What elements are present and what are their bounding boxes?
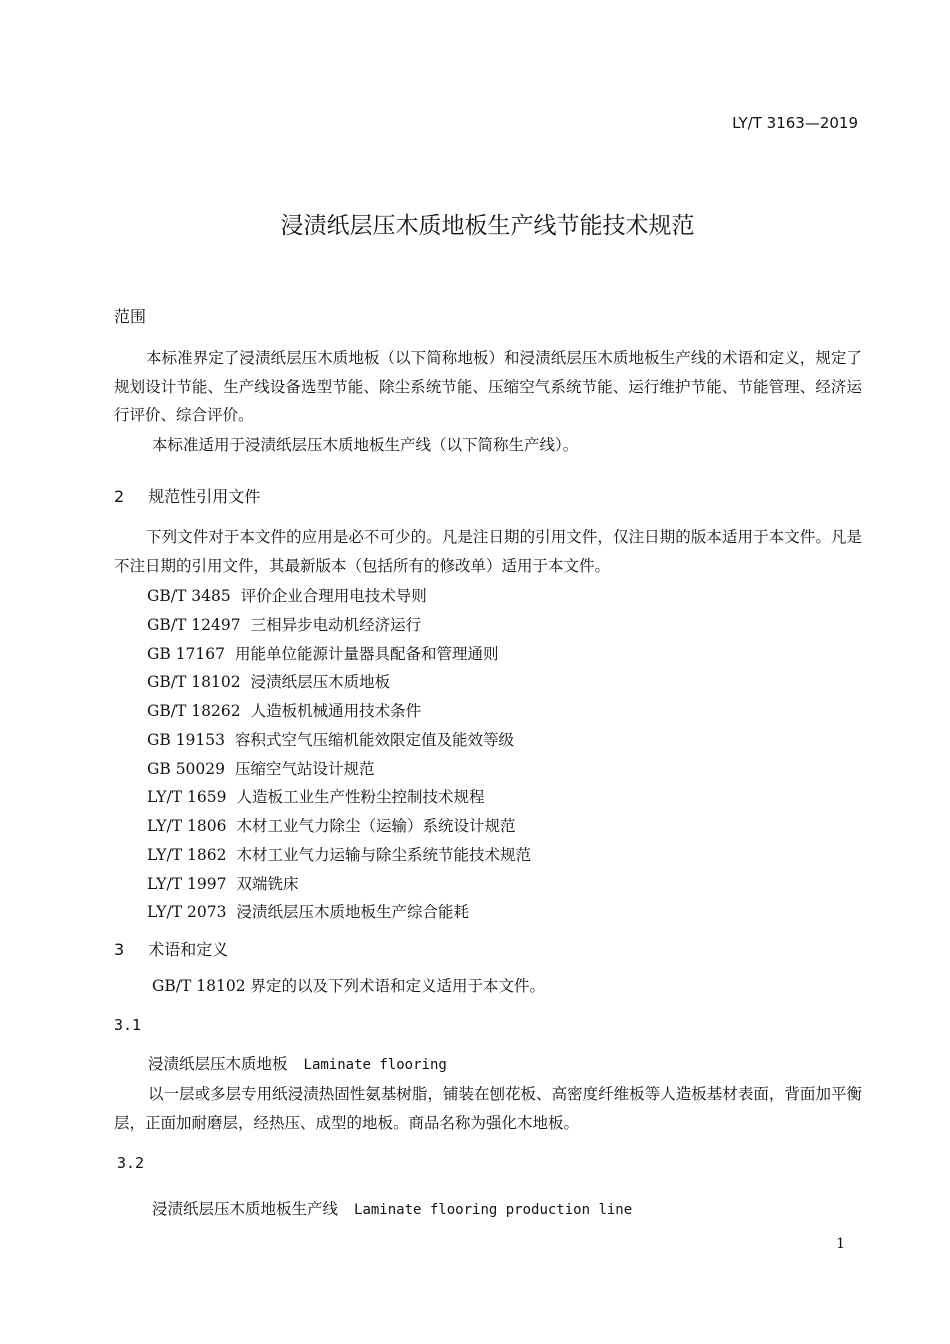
reference-item: GB/T 18102 浸渍纸层压木质地板 [147,673,391,691]
section-3-title: 术语和定义 [148,940,229,959]
section-1-heading: 范围 [114,307,147,326]
term-3-2-en: Laminate flooring production line [354,1202,633,1218]
section-1-paragraph-2: 本标准适用于浸渍纸层压木质地板生产线（以下简称生产线）。 [152,436,579,454]
reference-item: GB/T 3485 评价企业合理用电技术导则 [147,587,427,605]
document-title: 浸渍纸层压木质地板生产线节能技术规范 [280,213,695,239]
reference-item: GB 19153 容积式空气压缩机能效限定值及能效等级 [147,731,515,749]
reference-item: GB/T 18262 人造板机械通用技术条件 [147,702,422,720]
term-3-2-heading [152,1197,632,1219]
reference-item: GB 17167 用能单位能源计量器具配备和管理通则 [147,645,499,663]
section-3-heading [114,937,228,960]
reference-item: GB/T 12497 三相异步电动机经济运行 [147,616,422,634]
term-3-1-number: 3.1 [114,1016,142,1034]
section-1-paragraph-1: 本标准界定了浸渍纸层压木质地板（以下简称地板）和浸渍纸层压木质地板生产线的术语和定义，规定了规划设计节能、生产线设备选型节能、除尘系统节能、压缩空气系统节能、运行维护节能、节能管理、经济运行评价、综合评价。 [114,349,862,424]
section-3-number: 3 [114,940,125,959]
term-3-2-number: 3.2 [117,1154,145,1172]
section-2-intro: 下列文件对于本文件的应用是必不可少的。凡是注日期的引用文件，仅注日期的版本适用于本文件。凡是不注日期的引用文件，其最新版本（包括所有的修改单）适用于本文件。 [114,528,862,575]
document-code: LY/T 3163—2019 [732,114,858,132]
term-3-1-definition: 以一层或多层专用纸浸渍热固性氨基树脂，铺装在刨花板、高密度纤维板等人造板基材表面，背面加平衡层，正面加耐磨层，经热压、成型的地板。商品名称为强化木地板。 [114,1085,862,1132]
reference-item: LY/T 1659 人造板工业生产性粉尘控制技术规程 [147,788,485,806]
page-number: 1 [836,1236,845,1252]
reference-item: LY/T 1997 双端铣床 [147,875,299,893]
reference-item: GB 50029 压缩空气站设计规范 [147,760,375,778]
reference-item: LY/T 2073 浸渍纸层压木质地板生产综合能耗 [147,903,469,921]
section-3-intro: GB/T 18102 界定的以及下列术语和定义适用于本文件。 [152,977,545,995]
section-2-heading [114,484,260,507]
term-3-1-cn: 浸渍纸层压木质地板 [148,1055,288,1073]
term-3-1-heading [148,1052,447,1074]
section-2-number: 2 [114,487,125,506]
term-3-2-cn: 浸渍纸层压木质地板生产线 [152,1200,339,1218]
section-2-title: 规范性引用文件 [148,487,261,506]
reference-item: LY/T 1806 木材工业气力除尘（运输）系统设计规范 [147,817,516,835]
reference-item: LY/T 1862 木材工业气力运输与除尘系统节能技术规范 [147,846,531,864]
term-3-1-en: Laminate flooring [303,1057,447,1073]
